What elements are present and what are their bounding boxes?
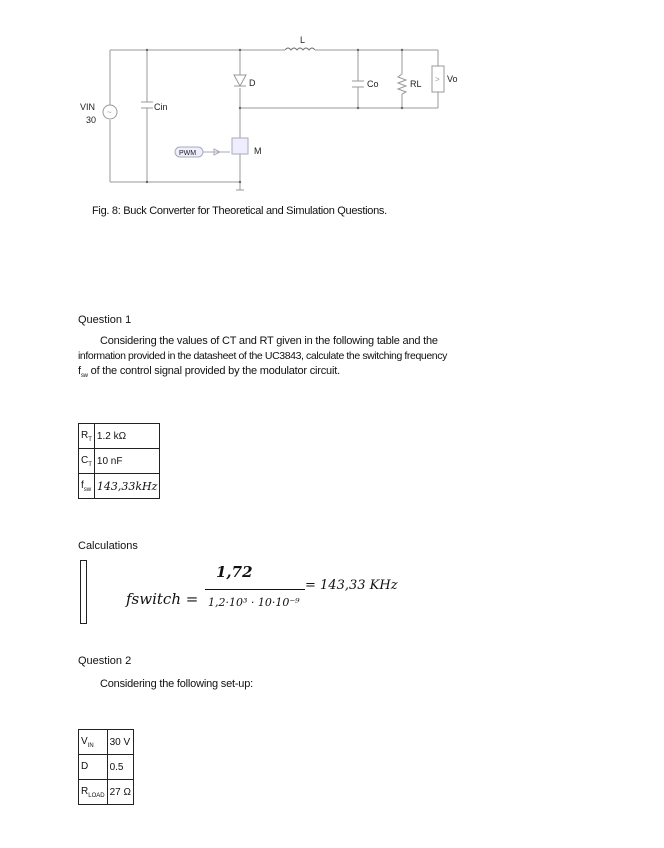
table-row — [79, 780, 134, 805]
question1-table — [78, 423, 160, 499]
question1-line1: Considering the values of CT and RT given in the following table and the — [100, 335, 438, 347]
table-row — [79, 424, 160, 449]
fsw-subscript: sw — [80, 373, 88, 380]
inductor-label: L — [300, 35, 306, 45]
switch-label: M — [254, 146, 262, 156]
calculations-box — [80, 560, 87, 624]
question1-line3-rest: of the control signal provided by the modulator circuit. — [87, 365, 340, 377]
param-symbol: $C_T$ — [79, 449, 95, 474]
calc-numerator: 1,72 — [216, 563, 253, 581]
param-value: 0.5 — [107, 755, 133, 780]
vout-label: Vo — [447, 74, 458, 84]
param-value: 30 V — [107, 730, 133, 755]
pwm-label: PWM — [179, 150, 197, 157]
question1-line3 — [78, 364, 602, 384]
calc-fraction-bar — [205, 589, 305, 590]
vin-label: VIN — [80, 102, 96, 112]
question2-text: Considering the following set-up: — [100, 678, 253, 690]
diode-label: D — [249, 78, 256, 88]
param-value: 143,33kHz — [94, 474, 160, 499]
question1-line2: information provided in the datasheet of the UC3843, calculate the switching frequency — [78, 350, 447, 362]
cin-label: Cin — [154, 102, 168, 112]
svg-text:~: ~ — [107, 108, 112, 117]
fsw-symbol: f — [78, 365, 81, 377]
table-row — [79, 730, 134, 755]
question2-title: Question 2 — [78, 655, 132, 667]
table-row — [79, 474, 160, 499]
calc-result: = 143,33 KHz — [305, 578, 398, 593]
svg-text:>: > — [435, 75, 440, 84]
calculations-title: Calculations — [78, 540, 138, 552]
param-symbol: $f_{sw}$ — [79, 474, 95, 499]
param-symbol: $V_{IN}$ — [79, 730, 108, 755]
param-value: 1.2 kΩ — [94, 424, 160, 449]
figure-caption: Fig. 8: Buck Converter for Theoretical and Simulation Questions. — [92, 205, 387, 217]
param-symbol: D — [79, 755, 108, 780]
param-symbol: $R_{LOAD}$ — [79, 780, 108, 805]
cout-label: Co — [367, 79, 379, 89]
param-symbol: $R_T$ — [79, 424, 95, 449]
table-row — [79, 755, 134, 780]
load-label: RL — [410, 79, 422, 89]
param-value: 27 Ω — [107, 780, 133, 805]
question1-text — [78, 334, 602, 384]
buck-converter-schematic — [70, 30, 470, 200]
question2-table — [78, 729, 134, 805]
table-row — [79, 449, 160, 474]
vin-value: 30 — [86, 115, 97, 125]
param-value: 10 nF — [94, 449, 160, 474]
calc-denominator: 1,2·10³ · 10·10⁻⁹ — [208, 596, 300, 609]
calc-lhs: fswitch = — [126, 590, 199, 608]
question1-title: Question 1 — [78, 314, 132, 326]
